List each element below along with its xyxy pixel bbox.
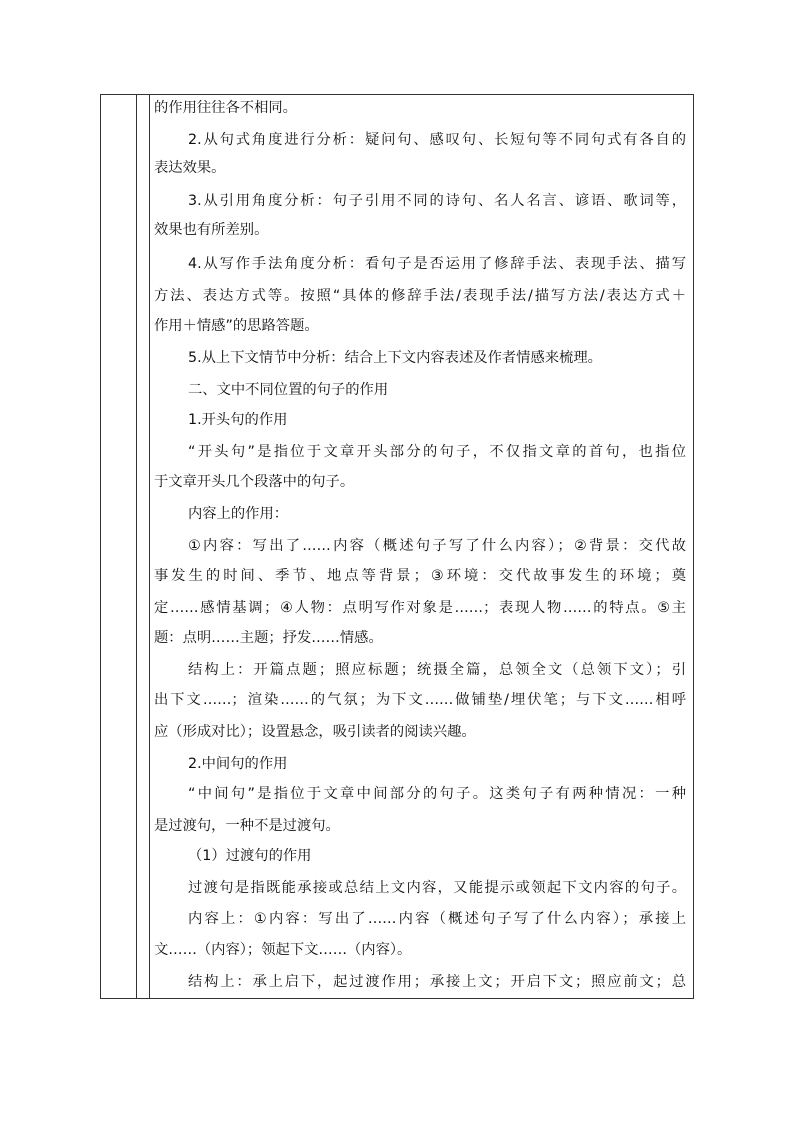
text-line: 的作用往往各不相同。 <box>154 100 297 116</box>
text-line: （1）过渡句的作用 <box>188 848 312 864</box>
text-line: 内容上：①内容：写出了……内容（概述句子写了什么内容）；承接上 <box>188 911 686 927</box>
text-line: 效果也有所差别。 <box>154 222 269 238</box>
text-line: 5.从上下文情节中分析：结合上下文内容表述及作者情感来梳理。 <box>188 350 602 366</box>
text-line: 于文章开头几个段落中的句子。 <box>154 474 355 490</box>
text-line: 内容上的作用： <box>188 506 289 522</box>
text-line: “中间句”是指位于文章中间部分的句子。这类句子有两种情况：一种 <box>188 786 686 802</box>
text-line: 应（形成对比）；设置悬念，吸引读者的阅读兴趣。 <box>154 724 476 740</box>
text-line: 2.从句式角度进行分析：疑问句、感叹句、长短句等不同句式有各自的 <box>188 132 686 148</box>
text-line: 是过渡句，一种不是过渡句。 <box>154 818 340 834</box>
text-line: 结构上：承上启下，起过渡作用；承接上文；开启下文；照应前文；总 <box>188 974 686 990</box>
text-line: 2.中间句的作用 <box>188 756 288 772</box>
text-line: ①内容：写出了……内容（概述句子写了什么内容）；②背景：交代故 <box>188 538 686 554</box>
text-cell <box>150 94 694 999</box>
text-line: 表达效果。 <box>154 160 226 176</box>
text-line: 方法、表达方式等。按照“具体的修辞手法/表现手法/描写方法/表达方式＋ <box>154 288 686 304</box>
text-line: 结构上：开篇点题；照应标题；统摄全篇，总领全文（总领下文）；引 <box>188 662 686 678</box>
text-line: 4.从写作手法角度分析：看句子是否运用了修辞手法、表现手法、描写 <box>188 256 686 272</box>
text-line: “开头句”是指位于文章开头部分的句子，不仅指文章的首句，也指位 <box>188 444 686 460</box>
text-line: 3.从引用角度分析：句子引用不同的诗句、名人名言、谚语、歌词等， <box>188 193 686 209</box>
text-line: 出下文……；渲染……的气氛；为下文……做铺垫/埋伏笔；与下文……相呼 <box>154 692 686 708</box>
text-line: 定……感情基调；④人物：点明写作对象是……；表现人物……的特点。⑤主 <box>154 600 686 616</box>
text-line: 过渡句是指既能承接或总结上文内容，又能提示或领起下文内容的句子。 <box>188 880 686 896</box>
column-divider-inner <box>136 95 137 998</box>
text-line: 事发生的时间、季节、地点等背景；③环境：交代故事发生的环境；奠 <box>154 568 686 584</box>
text-line: 题：点明……主题；抒发……情感。 <box>154 630 383 646</box>
text-line: 文……（内容）；领起下文……（内容）。 <box>154 942 412 958</box>
text-line: 二、文中不同位置的句子的作用 <box>188 382 389 398</box>
text-line: 1.开头句的作用 <box>188 412 288 428</box>
text-line: 作用＋情感”的思路答题。 <box>154 318 319 334</box>
